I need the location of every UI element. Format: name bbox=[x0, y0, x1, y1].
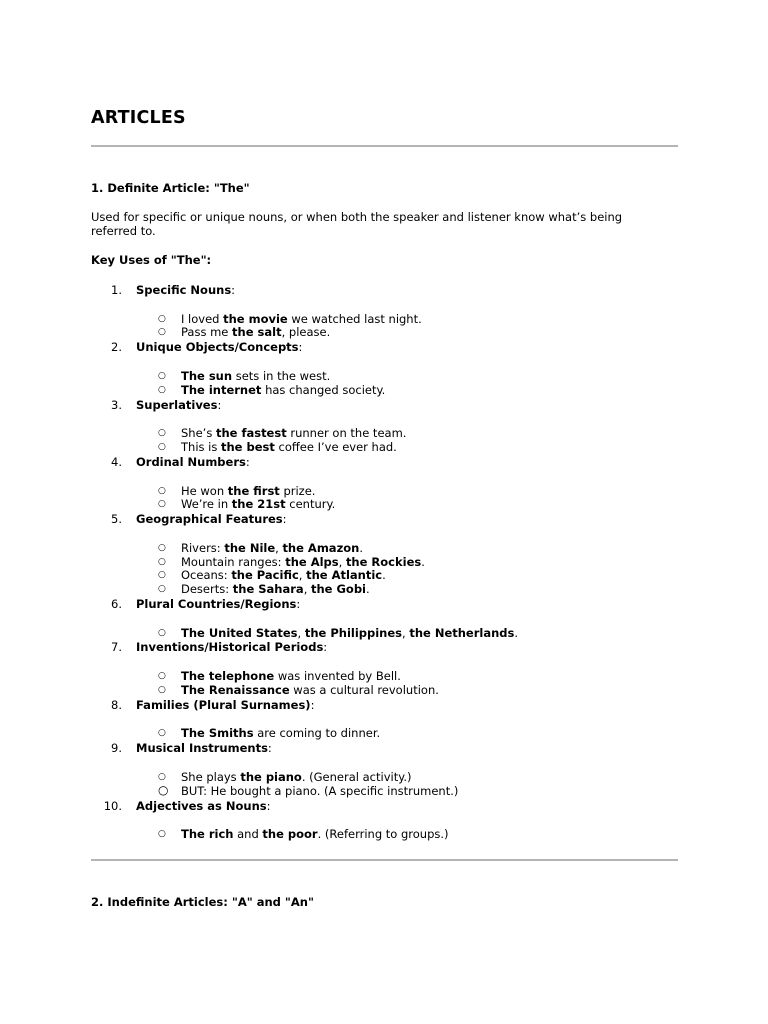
example-bold-text: the poor bbox=[262, 827, 318, 842]
use-label: Ordinal Numbers bbox=[136, 454, 246, 469]
example-list bbox=[136, 712, 678, 741]
example-list-item bbox=[136, 370, 678, 384]
list-number: 6. bbox=[111, 597, 122, 611]
use-heading: Families (Plural Surnames): bbox=[136, 697, 315, 712]
example-bold-text: the piano bbox=[240, 769, 302, 784]
example-list bbox=[136, 469, 678, 512]
use-list-item bbox=[91, 340, 678, 397]
example-list bbox=[136, 412, 678, 455]
example-text: sets in the west. bbox=[232, 368, 331, 383]
use-heading: Geographical Features: bbox=[136, 512, 287, 527]
use-heading: Musical Instruments: bbox=[136, 741, 272, 756]
example-bold-text: the Amazon bbox=[282, 540, 360, 555]
example-list-item bbox=[136, 542, 678, 556]
example-list-item bbox=[136, 828, 678, 842]
example-list-item bbox=[136, 782, 678, 799]
section-intro-paragraph: Used for specific or unique nouns, or when both the speaker and listener know what’s being referred to. bbox=[91, 210, 623, 238]
example-text: century. bbox=[285, 497, 336, 512]
example-text: . bbox=[359, 540, 364, 555]
hollow-circle-bullet-icon: ○ bbox=[158, 671, 166, 682]
example-text: runner on the team. bbox=[286, 426, 407, 441]
example-list-item bbox=[136, 384, 678, 398]
list-number: 9. bbox=[111, 741, 122, 756]
example-list-item bbox=[136, 569, 678, 583]
hollow-circle-bullet-icon: ○ bbox=[158, 370, 166, 381]
horizontal-rule bbox=[91, 859, 678, 861]
use-heading: Unique Objects/Concepts: bbox=[136, 340, 303, 355]
example-text: This is bbox=[181, 440, 221, 455]
example-list-item bbox=[136, 727, 678, 741]
example-bold-text: the Pacific bbox=[231, 568, 299, 583]
example-text: , bbox=[338, 554, 346, 569]
example-text: Oceans: bbox=[181, 568, 232, 583]
example-bold-text: The Renaissance bbox=[181, 682, 290, 697]
example-list-item bbox=[136, 627, 678, 641]
example-text: was invented by Bell. bbox=[274, 669, 401, 684]
example-text: . bbox=[366, 582, 370, 597]
example-text: She’s bbox=[181, 426, 216, 441]
example-bold-text: the best bbox=[221, 440, 275, 455]
example-text: . (Referring to groups.) bbox=[317, 827, 449, 842]
example-bold-text: the Atlantic bbox=[306, 568, 383, 583]
example-bold-text: the movie bbox=[223, 311, 288, 326]
use-list-item bbox=[91, 455, 678, 512]
use-label: Inventions/Historical Periods bbox=[136, 640, 324, 655]
example-text: prize. bbox=[279, 483, 316, 498]
hollow-circle-bullet-icon: ○ bbox=[158, 728, 166, 739]
list-number: 10. bbox=[103, 798, 122, 813]
example-text: coffee I’ve ever had. bbox=[274, 440, 397, 455]
use-list-item bbox=[91, 283, 678, 340]
use-label: Plural Countries/Regions bbox=[136, 597, 297, 611]
use-label: Musical Instruments bbox=[136, 741, 268, 756]
example-list-item bbox=[136, 583, 678, 597]
list-number: 8. bbox=[111, 697, 122, 712]
example-text: was a cultural revolution. bbox=[289, 682, 439, 697]
example-text: and bbox=[233, 827, 263, 842]
list-number: 4. bbox=[111, 454, 122, 469]
hollow-circle-bullet-icon: ○ bbox=[158, 627, 166, 638]
use-list-item bbox=[91, 741, 678, 798]
use-heading: Adjectives as Nouns: bbox=[136, 798, 271, 813]
example-bold-text: The United States bbox=[181, 625, 298, 640]
hollow-circle-bullet-icon: ○ bbox=[158, 771, 166, 782]
example-text: She plays bbox=[181, 769, 241, 784]
example-text: . (General activity.) bbox=[301, 769, 412, 784]
example-list bbox=[136, 526, 678, 597]
example-bold-text: the Netherlands bbox=[409, 625, 515, 640]
example-list-item bbox=[136, 670, 678, 684]
example-list-item bbox=[136, 485, 678, 499]
example-list-item bbox=[136, 326, 678, 340]
example-bold-text: the Sahara bbox=[232, 582, 304, 597]
use-label: Superlatives bbox=[136, 397, 218, 412]
hollow-circle-bullet-icon: ○ bbox=[158, 584, 166, 595]
hollow-circle-bullet-icon: ○ bbox=[158, 313, 166, 324]
hollow-circle-bullet-icon: ○ bbox=[158, 428, 166, 439]
example-bold-text: the salt bbox=[232, 325, 282, 340]
example-text: I loved bbox=[181, 311, 224, 326]
key-uses-list bbox=[91, 283, 678, 842]
example-text: , bbox=[297, 625, 305, 640]
use-heading: Superlatives: bbox=[136, 397, 222, 412]
example-list-item bbox=[136, 556, 678, 570]
example-list bbox=[136, 354, 678, 397]
example-bold-text: The Smiths bbox=[181, 726, 254, 741]
use-heading: Plural Countries/Regions: bbox=[136, 597, 301, 611]
hollow-circle-bullet-icon: ○ bbox=[158, 570, 166, 581]
example-list bbox=[136, 611, 678, 640]
list-number: 1. bbox=[111, 283, 122, 297]
example-text: BUT: He bought a piano. (A specific instrument.) bbox=[181, 783, 459, 798]
example-list-item bbox=[136, 498, 678, 512]
example-list-item bbox=[136, 684, 678, 698]
hollow-circle-bullet-icon: ○ bbox=[158, 782, 169, 797]
example-text: , bbox=[275, 540, 283, 555]
example-text: . bbox=[382, 568, 386, 583]
use-list-item bbox=[91, 698, 678, 741]
example-bold-text: the Nile bbox=[224, 540, 276, 555]
use-label: Families (Plural Surnames) bbox=[136, 697, 311, 712]
example-text: Pass me bbox=[181, 325, 233, 340]
example-text: , bbox=[402, 625, 410, 640]
document-title: ARTICLES bbox=[91, 108, 186, 128]
use-list-item bbox=[91, 799, 678, 842]
hollow-circle-bullet-icon: ○ bbox=[158, 327, 166, 338]
use-list-item bbox=[91, 398, 678, 455]
example-text: , bbox=[303, 582, 311, 597]
example-bold-text: The rich bbox=[181, 827, 234, 842]
example-text: We’re in bbox=[181, 497, 232, 512]
example-list bbox=[136, 813, 678, 842]
hollow-circle-bullet-icon: ○ bbox=[158, 442, 166, 453]
use-heading: Specific Nouns: bbox=[136, 283, 236, 297]
example-bold-text: the first bbox=[227, 483, 280, 498]
example-bold-text: the Rockies bbox=[345, 554, 422, 569]
example-bold-text: The internet bbox=[181, 382, 262, 397]
example-text: Deserts: bbox=[181, 582, 233, 597]
example-text: , bbox=[298, 568, 307, 583]
section-heading-definite-article: 1. Definite Article: "The" bbox=[91, 181, 250, 195]
example-text: Rivers: bbox=[181, 540, 225, 555]
use-heading: Ordinal Numbers: bbox=[136, 454, 250, 469]
use-list-item bbox=[91, 640, 678, 697]
hollow-circle-bullet-icon: ○ bbox=[158, 384, 166, 395]
example-list-item bbox=[136, 313, 678, 327]
example-bold-text: the Alps bbox=[285, 554, 339, 569]
example-text: are coming to dinner. bbox=[253, 726, 381, 741]
use-heading: Inventions/Historical Periods: bbox=[136, 640, 328, 655]
hollow-circle-bullet-icon: ○ bbox=[158, 829, 166, 840]
example-text: , please. bbox=[281, 325, 331, 340]
list-number: 7. bbox=[111, 640, 122, 655]
hollow-circle-bullet-icon: ○ bbox=[158, 542, 166, 553]
example-bold-text: The telephone bbox=[181, 669, 275, 684]
example-text: . bbox=[514, 625, 519, 640]
example-bold-text: The sun bbox=[181, 368, 233, 383]
key-uses-heading: Key Uses of "The": bbox=[91, 253, 212, 267]
example-bold-text: the Gobi bbox=[311, 582, 367, 597]
example-list bbox=[136, 297, 678, 340]
example-bold-text: the 21st bbox=[231, 497, 286, 512]
section-heading-indefinite-articles: 2. Indefinite Articles: "A" and "An" bbox=[91, 895, 314, 909]
example-list-item bbox=[136, 441, 678, 455]
use-label: Specific Nouns bbox=[136, 283, 232, 297]
example-text: He won bbox=[181, 483, 228, 498]
example-bold-text: the fastest bbox=[215, 426, 287, 441]
hollow-circle-bullet-icon: ○ bbox=[158, 684, 166, 695]
use-label: Adjectives as Nouns bbox=[136, 798, 267, 813]
example-text: has changed society. bbox=[261, 382, 386, 397]
example-list-item bbox=[136, 771, 678, 785]
example-text: we watched last night. bbox=[287, 311, 422, 326]
example-text: Mountain ranges: bbox=[181, 554, 286, 569]
example-list bbox=[136, 755, 678, 798]
example-list bbox=[136, 654, 678, 697]
list-number: 5. bbox=[111, 512, 122, 527]
hollow-circle-bullet-icon: ○ bbox=[158, 499, 166, 510]
example-list-item bbox=[136, 427, 678, 441]
horizontal-rule bbox=[91, 145, 678, 147]
list-number: 2. bbox=[111, 340, 122, 355]
example-bold-text: the Philippines bbox=[304, 625, 403, 640]
hollow-circle-bullet-icon: ○ bbox=[158, 556, 166, 567]
use-label: Geographical Features bbox=[136, 512, 283, 527]
example-text: . bbox=[421, 554, 425, 569]
use-list-item bbox=[91, 512, 678, 597]
hollow-circle-bullet-icon: ○ bbox=[158, 485, 166, 496]
list-number: 3. bbox=[111, 397, 122, 412]
use-list-item bbox=[91, 597, 678, 640]
use-label: Unique Objects/Concepts bbox=[136, 340, 299, 355]
